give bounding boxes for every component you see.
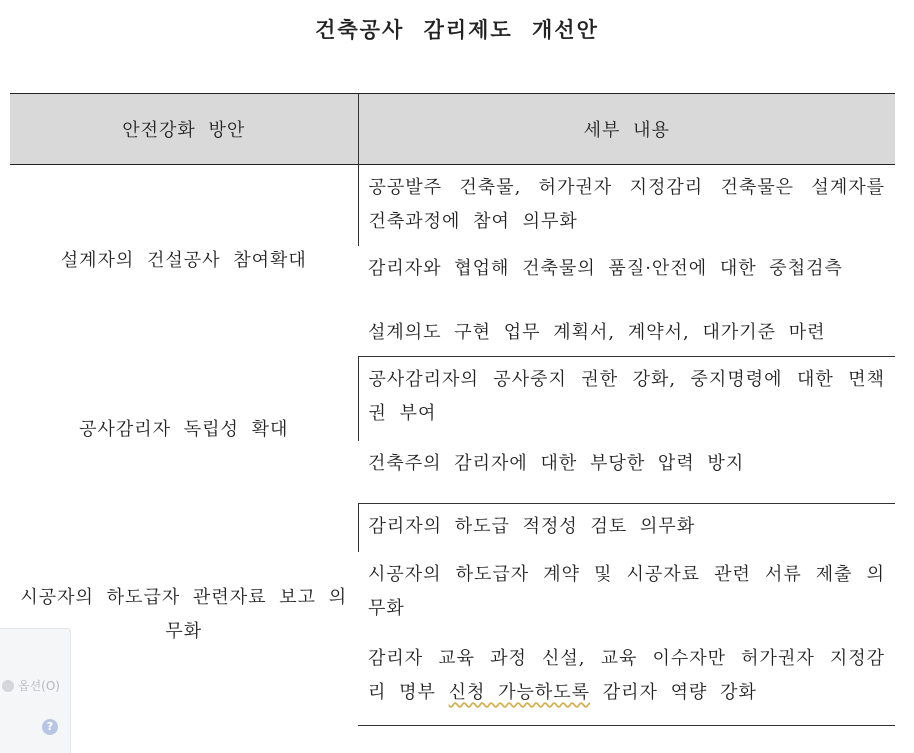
detail-cell: 감리자의 하도급 적정성 검토 의무화 [358, 504, 895, 552]
table-row [10, 357, 895, 441]
detail-cell [358, 636, 895, 726]
detail-cell: 공사감리자의 공사중지 권한 강화, 중지명령에 대한 면책권 부여 [358, 357, 895, 441]
detail-cell: 설계의도 구현 업무 계획서, 계약서, 대가기준 마련 [358, 310, 895, 357]
detail-text: 감리자 교육 과정 신설, 교육 이수자만 허가권자 지정감리 명부 [368, 647, 885, 703]
options-label: 옵션(O) [18, 679, 60, 693]
measure-cell: 시공자의 하도급자 관련자료 보고 의무화 [20, 586, 348, 642]
floating-side-panel [0, 628, 71, 753]
improvement-table [10, 93, 895, 726]
detail-cell: 감리자와 협업해 건축물의 품질·안전에 대한 중첩검측 [368, 257, 843, 279]
table-row [10, 165, 895, 246]
header-measure: 안전강화 방안 [10, 94, 358, 165]
measure-cell: 설계자의 건설공사 참여확대 [60, 249, 307, 271]
table-header-row [10, 94, 895, 165]
table-row [10, 504, 895, 552]
measure-cell: 공사감리자 독립성 확대 [79, 419, 289, 440]
header-detail: 세부 내용 [358, 94, 895, 165]
detail-cell: 건축주의 감리자에 대한 부당한 압력 방지 [358, 441, 895, 504]
detail-cell: 시공자의 하도급자 계약 및 시공자료 관련 서류 제출 의무화 [368, 563, 885, 619]
options-button[interactable] [0, 677, 60, 694]
help-icon[interactable]: ? [42, 719, 58, 735]
document-title: 건축공사 감리제도 개선안 [315, 17, 599, 42]
detail-text: 감리자 역량 강화 [590, 681, 757, 703]
gear-icon [2, 680, 14, 692]
detail-cell: 공공발주 건축물, 허가권자 지정감리 건축물은 설계자를 건축과정에 참여 의무화 [358, 165, 895, 246]
spellcheck-flagged-text: 신청 가능하도록 [448, 681, 591, 703]
